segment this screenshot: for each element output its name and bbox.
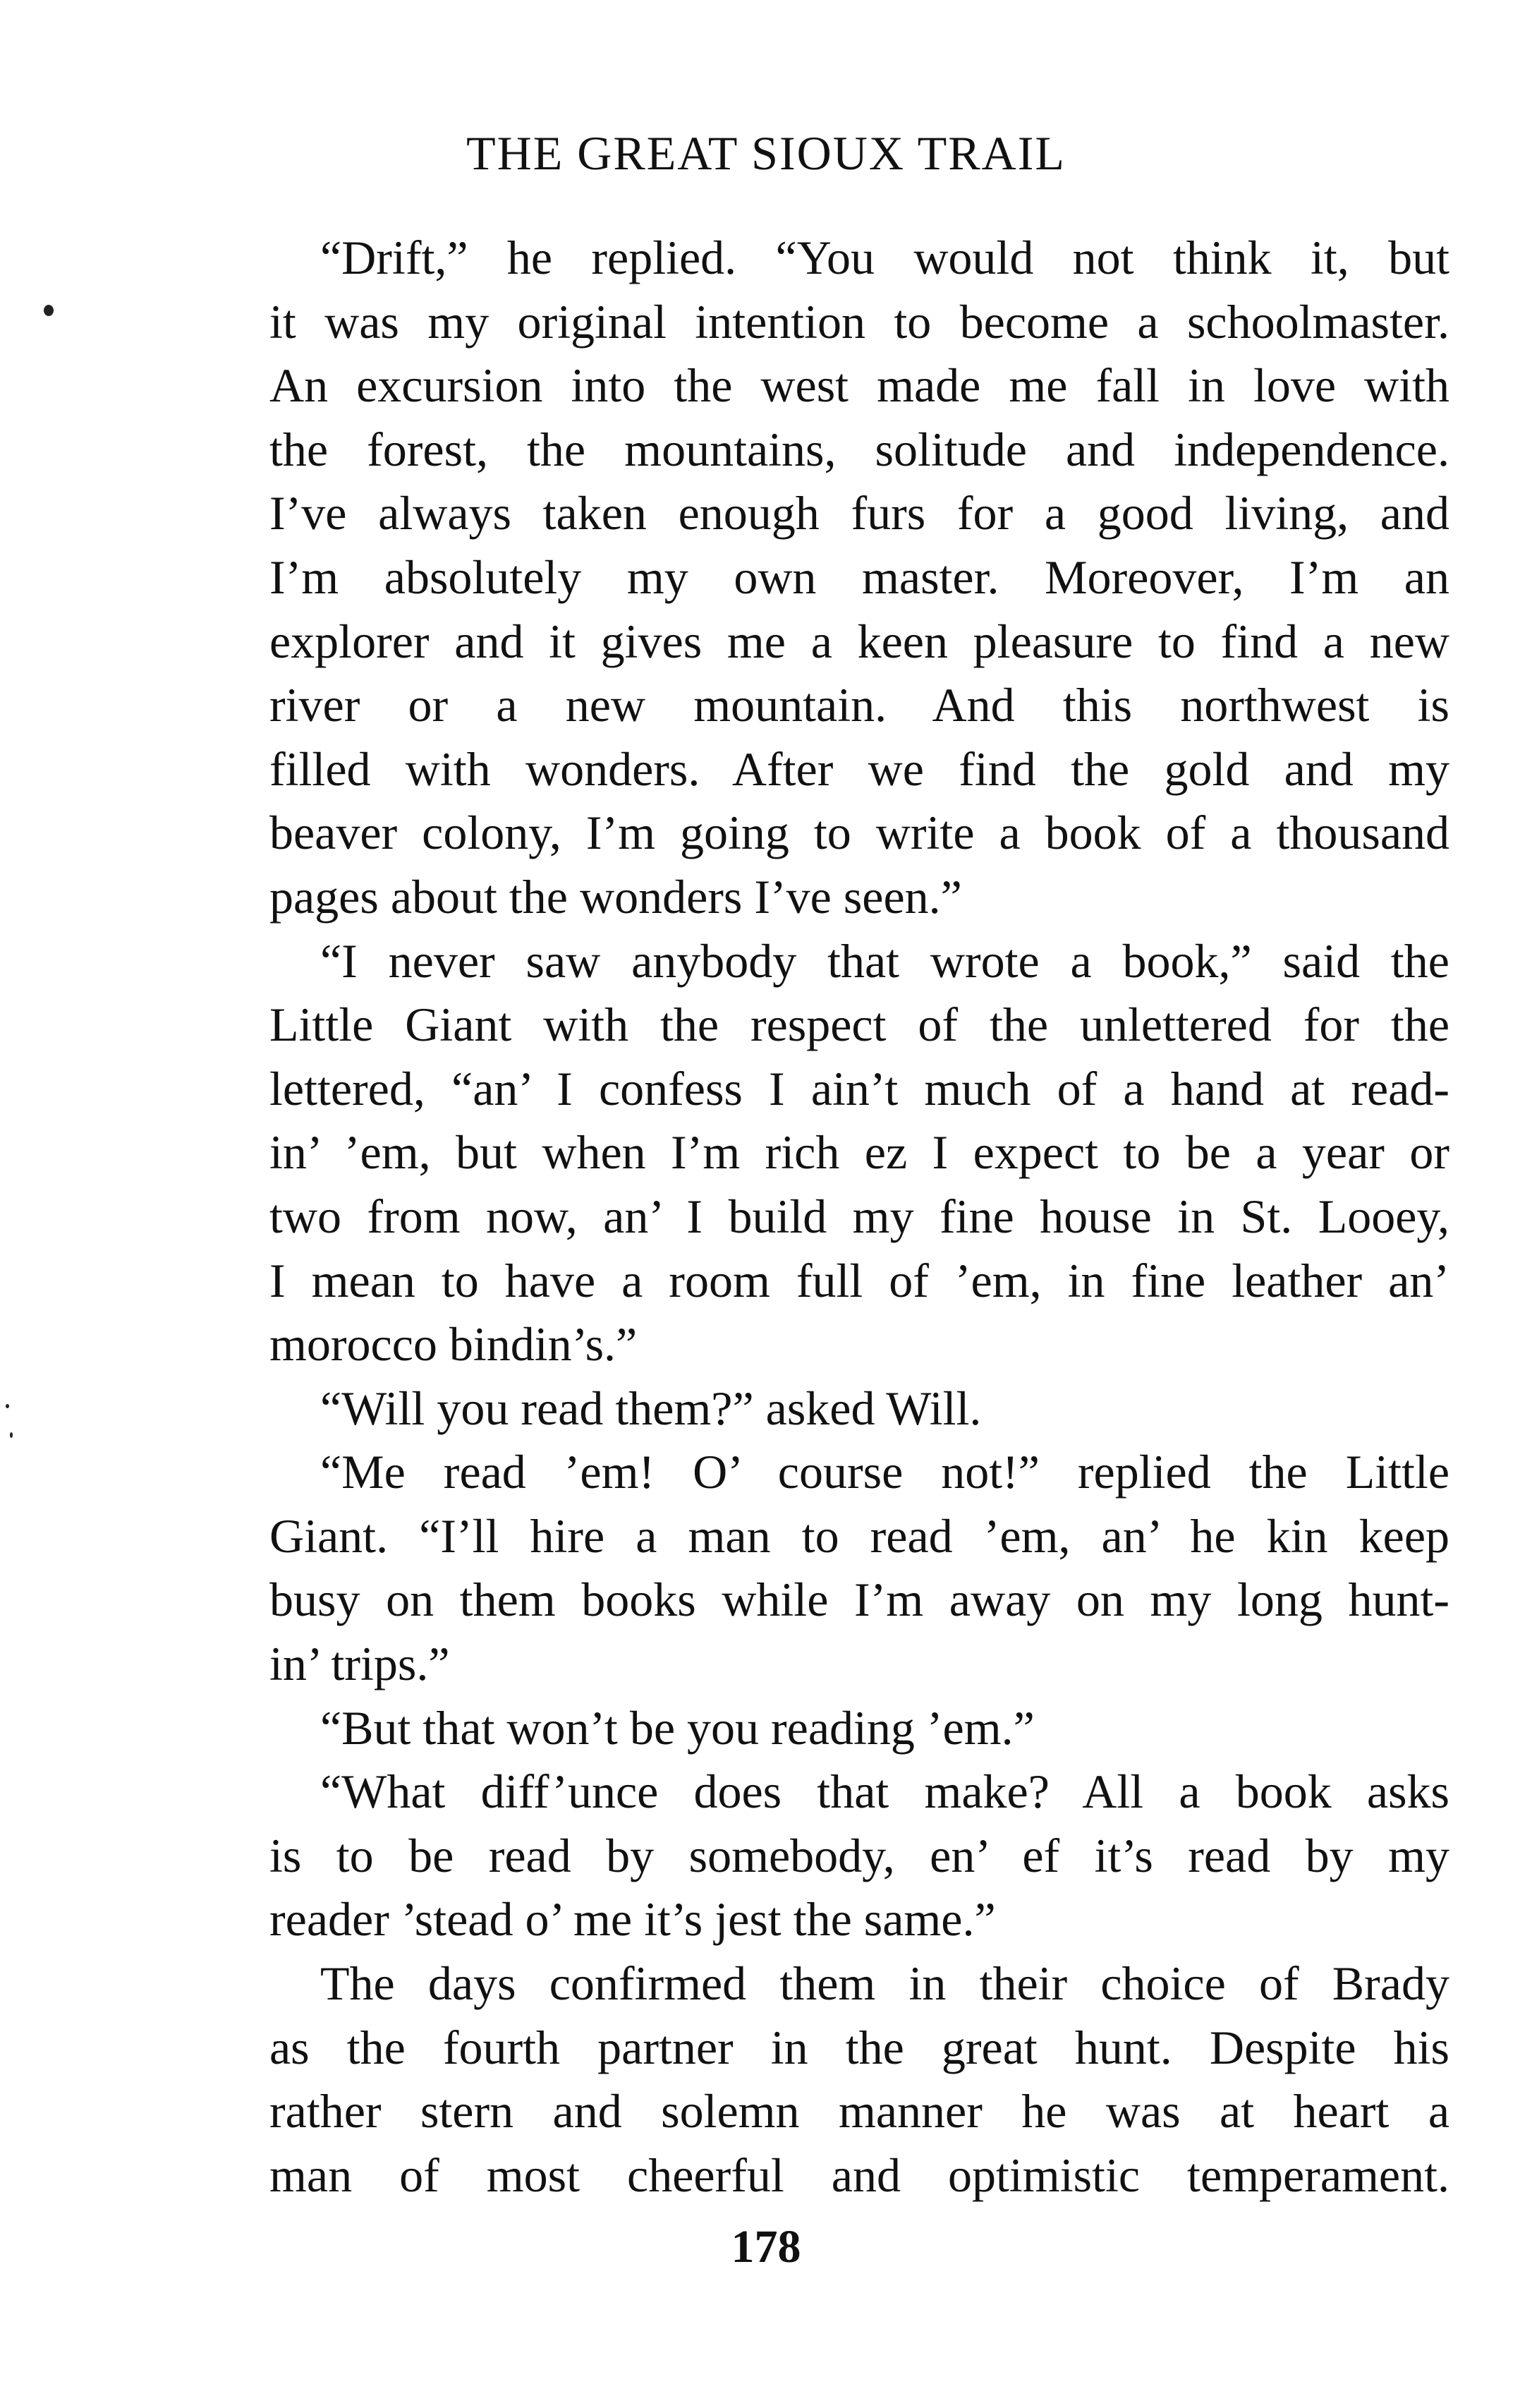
text-line: as the fourth partner in the great hunt. Despite his (269, 2020, 1449, 2074)
text-line: filled with wonders. After we find the gold and my (269, 742, 1449, 796)
text-line: “Me read ’em! O’ course not!” replied the Little (320, 1445, 1449, 1499)
text-line: I’m absolutely my own master. Moreover, I’m an (269, 550, 1449, 604)
text-line: lettered, “an’ I confess I ain’t much of a hand at read- (269, 1061, 1449, 1115)
text-line: I’ve always taken enough furs for a good living, and (269, 486, 1449, 540)
text-line: “Will you read them?” asked Will. (320, 1381, 982, 1435)
scan-speck (10, 1432, 13, 1438)
text-line: in’ trips.” (269, 1637, 450, 1691)
text-line: morocco bindin’s.” (269, 1317, 638, 1372)
page-number: 178 (731, 2221, 801, 2273)
text-line: rather stern and solemn manner he was at heart a (269, 2084, 1449, 2138)
text-line: man of most cheerful and optimistic temperament. (269, 2148, 1449, 2202)
text-line: pages about the wonders I’ve seen.” (269, 869, 962, 924)
text-line: I mean to have a room full of ’em, in fine leather an’ (269, 1253, 1449, 1307)
text-line: in’ ’em, but when I’m rich ez I expect to be a year or (269, 1125, 1449, 1180)
paragraph (219, 1696, 1449, 1760)
paragraph (219, 1760, 1449, 1952)
running-head: THE GREAT SIOUX TRAIL (466, 126, 1066, 180)
paragraph (219, 929, 1449, 1377)
text-line: An excursion into the west made me fall in love with (269, 358, 1449, 413)
text-line: Little Giant with the respect of the unlettered for the (269, 998, 1449, 1052)
paragraph (219, 1377, 1449, 1441)
text-line: river or a new mountain. And this northwest is (269, 678, 1449, 732)
body-text (219, 226, 1449, 2207)
scan-speck (6, 1404, 9, 1408)
scan-speck (44, 305, 54, 316)
text-line: “What diff’unce does that make? All a book asks (320, 1765, 1449, 1819)
text-line: is to be read by somebody, en’ ef it’s read by my (269, 1828, 1449, 1882)
paragraph (219, 1440, 1449, 1695)
text-line: Giant. “I’ll hire a man to read ’em, an’ he kin keep (269, 1508, 1449, 1563)
text-line: explorer and it gives me a keen pleasure to find a new (269, 614, 1449, 668)
text-line: busy on them books while I’m away on my long hunt- (269, 1573, 1449, 1627)
text-line: “But that won’t be you reading ’em.” (320, 1700, 1035, 1755)
text-line: The days confirmed them in their choice of Brady (320, 1956, 1449, 2011)
text-line: the forest, the mountains, solitude and independence. (269, 422, 1449, 476)
paragraph (219, 226, 1449, 929)
text-line: two from now, an’ I build my fine house in St. Looey, (269, 1189, 1449, 1243)
text-line: it was my original intention to become a schoolmaster. (269, 294, 1449, 349)
text-line: “Drift,” he replied. “You would not think it, but (320, 231, 1449, 284)
paragraph (219, 1952, 1449, 2207)
text-line: “I never saw anybody that wrote a book,” said the (320, 933, 1449, 988)
text-line: reader ’stead o’ me it’s jest the same.” (269, 1892, 996, 1947)
text-line: beaver colony, I’m going to write a book of a thousand (269, 806, 1449, 860)
